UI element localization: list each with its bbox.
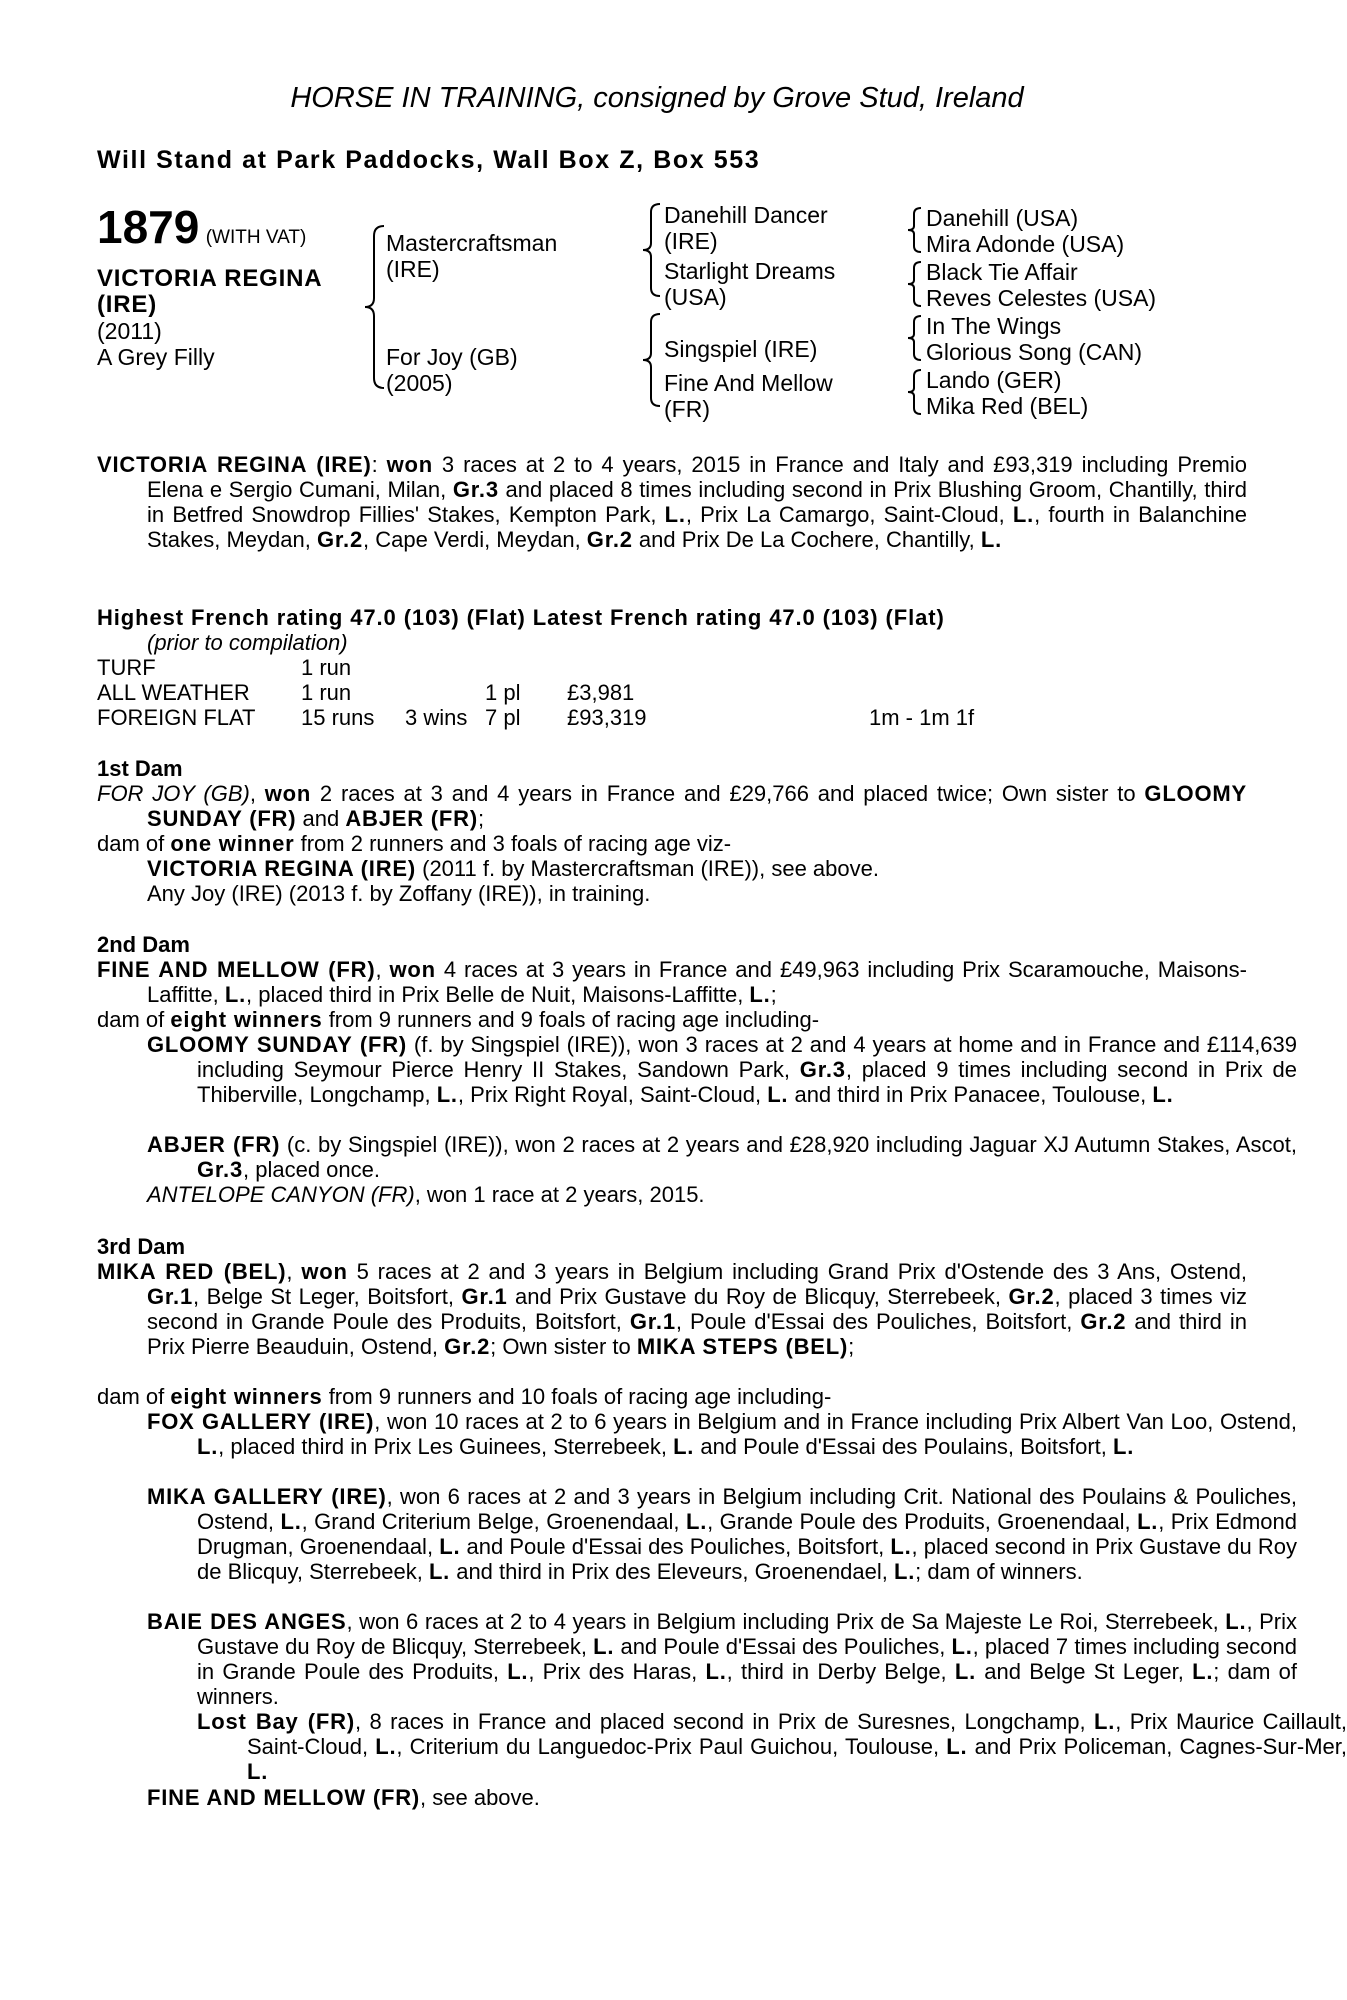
text: , Criterium du Languedoc-Prix Paul Guichou, Toulouse, [396, 1734, 947, 1759]
gen3-ancestor: Mika Red (BEL) [926, 393, 1089, 419]
grade: Gr.2 [444, 1334, 491, 1359]
produce-item [97, 856, 1297, 881]
produce-item [97, 1785, 1297, 1810]
text: , Cape Verdi, Meydan, [363, 527, 587, 552]
foaling-year: (2011) [97, 318, 162, 344]
grade: Gr.3 [799, 1057, 846, 1082]
listed: L. [954, 1659, 977, 1684]
text: ; dam of winners. [915, 1559, 1083, 1584]
brace-gen3-2 [905, 260, 923, 308]
sire-dam: Starlight Dreams [664, 258, 836, 284]
text: , placed second in Prix Gustave du Roy de Blicquy, Sterrebeek, [197, 1534, 1297, 1584]
listed: L. [1152, 1082, 1174, 1107]
grade: Gr.2 [1008, 1284, 1055, 1309]
brace-gen2-sire [640, 202, 662, 298]
listed: L. [749, 982, 771, 1007]
produce-item: Any Joy (IRE) (2013 f. by Zoffany (IRE)), in training. [147, 881, 651, 906]
listed: L. [980, 527, 1003, 552]
text: , Prix Right Royal, Saint-Cloud, [457, 1082, 768, 1107]
cell: £93,319 [567, 705, 647, 730]
produce-item [97, 1609, 1297, 1709]
cell: ALL WEATHER [97, 680, 250, 705]
text: from 2 runners and 3 foals of racing age viz- [294, 831, 732, 856]
text: ; [848, 1334, 855, 1359]
produce-name: BAIE DES ANGES [147, 1609, 347, 1634]
first-dam-record: FOR JOY (GB), won 2 races at 3 and 4 years in France and £29,766 and placed twice; Own sister to GLOOMY SUNDAY (FR) and ABJER (FR); [97, 781, 1247, 831]
page-title: HORSE IN TRAINING, consigned by Grove Stud, Ireland [290, 82, 1024, 114]
listed: L. [951, 1634, 973, 1659]
listed: L. [247, 1759, 269, 1784]
cell: 1 run [301, 680, 352, 705]
text: , Belge St Leger, Boitsfort, [193, 1284, 462, 1309]
text: , won 10 races at 2 to 6 years in Belgium and in France including Prix Albert Van Loo, Ostend, [374, 1409, 1297, 1434]
produce-name: VICTORIA REGINA (IRE) [147, 856, 416, 881]
text: , fourth in Balanchine Stakes, Meydan, [147, 502, 1247, 552]
brace-gen2-dam [640, 312, 662, 408]
text: , Poule d'Essai des Pouliches, Boitsfort, [675, 1309, 1081, 1334]
table-row [97, 680, 988, 705]
text: ; [477, 806, 485, 831]
cell [405, 655, 485, 680]
dam-sire: Singspiel (IRE) [664, 336, 818, 362]
cell [485, 655, 567, 680]
produce-item [97, 1032, 1297, 1107]
second-dam-heading: 2nd Dam [97, 932, 190, 957]
listed: L. [436, 1082, 458, 1107]
listed: L. [1113, 1434, 1135, 1459]
text: , Prix des Haras, [528, 1659, 706, 1684]
gen3-ancestor: Danehill (USA) [926, 205, 1079, 231]
cell: £3,981 [567, 680, 635, 705]
sibling-name: ABJER (FR) [345, 806, 478, 831]
text: ; Own sister to [490, 1334, 637, 1359]
listed: L. [197, 1434, 219, 1459]
listed: L. [439, 1534, 461, 1559]
text: , Prix La Camargo, Saint-Cloud, [685, 502, 1013, 527]
text: and Poule d'Essai des Pouliches, [614, 1634, 952, 1659]
listed: L. [593, 1634, 615, 1659]
grade: Gr.1 [147, 1284, 194, 1309]
cell: 7 pl [485, 705, 521, 730]
listed: L. [428, 1559, 451, 1584]
listed: L. [890, 1534, 912, 1559]
horse-name: VICTORIA REGINA [97, 265, 323, 292]
listed: L. [946, 1734, 968, 1759]
cell: 1 run [301, 655, 352, 680]
sire: Mastercraftsman [386, 230, 558, 256]
produce-name: FOX GALLERY (IRE) [147, 1409, 375, 1434]
grade: Gr.3 [452, 477, 499, 502]
listed: L. [685, 1509, 708, 1534]
first-dam-heading: 1st Dam [97, 756, 183, 781]
text: (f. by Singspiel (IRE)), won 3 races at 2 and 4 years at home and in France and £114,639 including Seymour Pierce Henry II Stakes, Sandown Park, [197, 1032, 1298, 1082]
listed: L. [1012, 502, 1035, 527]
winners-count: eight winners [170, 1384, 323, 1409]
text: and third in Prix Pierre Beauduin, Ostend, [147, 1309, 1247, 1359]
sire-sire-country: (IRE) [664, 228, 718, 254]
produce-item [97, 1484, 1297, 1584]
race-record-summary: VICTORIA REGINA (IRE): won 3 races at 2 to 4 years, 2015 in France and Italy and £93,319 including Premio Elena e Sergio Cumani, Milan, Gr.3 and placed 8 times including second in Prix Blushing Groom, Chantilly, third in Betfred Snowdrop Fillies' Stakes, Kempton Park, L., Prix La Camargo, Saint-Cloud, L., fourth in Balanchine Stakes, Meydan, Gr.2, Cape Verdi, Meydan, Gr.2 and Prix De La Cochere, Chantilly, L. [97, 452, 1248, 552]
cell: 3 wins [405, 705, 468, 730]
cell [567, 655, 869, 680]
text: and Belge St Leger, [976, 1659, 1193, 1684]
text: and Poule d'Essai des Poulains, Boitsfort, [694, 1434, 1113, 1459]
text: dam of [97, 1007, 171, 1032]
text: , third in Derby Belge, [726, 1659, 955, 1684]
sire-country: (IRE) [386, 256, 440, 282]
text: , won 1 race at 2 years, 2015. [414, 1182, 705, 1207]
text: and [296, 806, 346, 831]
cell: TURF [97, 655, 156, 680]
horse-name-suffix: (IRE) [97, 291, 157, 318]
listed: L. [224, 982, 247, 1007]
listed: L. [705, 1659, 727, 1684]
text: and placed 8 times including second in Prix Blushing Groom, Chantilly, third in Betfred Snowdrop Fillies' Stakes, Kempton Park, [147, 477, 1247, 527]
listed: L. [1192, 1659, 1214, 1684]
text: , Grand Criterium Belge, Groenendaal, [301, 1509, 686, 1534]
listed: L. [280, 1509, 302, 1534]
listed: L. [1225, 1609, 1247, 1634]
cell: 15 runs [301, 705, 375, 730]
text: 3 races at 2 to 4 years, 2015 in France and Italy and £93,319 including Premio Elena e Sergio Cumani, Milan, [147, 452, 1248, 502]
text: dam of [97, 831, 171, 856]
text: , Prix Gustave du Roy de Blicquy, Sterrebeek, [197, 1609, 1297, 1659]
second-dam-record: FINE AND MELLOW (FR), won 4 races at 3 years in France and £49,963 including Prix Scaramouche, Maisons-Laffitte, L., placed third in Prix Belle de Nuit, Maisons-Laffitte, L.; [97, 957, 1247, 1007]
text: dam of [97, 1384, 171, 1409]
cell [405, 680, 485, 705]
ratings-table-wrap [97, 655, 1197, 730]
listed: L. [767, 1082, 789, 1107]
text: , placed third in Prix Les Guinees, Sterrebeek, [218, 1434, 674, 1459]
produce-name: Lost Bay (FR) [197, 1709, 355, 1734]
ratings-line: Highest French rating 47.0 (103) (Flat) Latest French rating 47.0 (103) (Flat) [97, 605, 945, 630]
brace-gen3-4 [905, 368, 923, 416]
won-label: won [301, 1259, 348, 1284]
text: and third in Prix des Eleveurs, Groenendael, [450, 1559, 895, 1584]
text: , Prix Edmond Drugman, Groenendaal, [197, 1509, 1298, 1559]
gen3-ancestor: Lando (GER) [926, 367, 1062, 393]
sibling-name: GLOOMY SUNDAY (FR) [147, 781, 1247, 831]
vat-note: (WITH VAT) [205, 227, 307, 248]
text: (c. by Singspiel (IRE)), won 2 races at 2 years and £28,920 including Jaguar XJ Autumn Stakes, Ascot, [280, 1132, 1297, 1157]
sire-sire: Danehill Dancer [664, 202, 828, 228]
text: , placed 3 times viz second in Grande Poule des Produits, Boitsfort, [147, 1284, 1248, 1334]
text: , Prix Maurice Caillault, Saint-Cloud, [247, 1709, 1347, 1759]
gen3-ancestor: In The Wings [926, 313, 1062, 339]
listed: L. [673, 1434, 695, 1459]
pedigree-table [97, 200, 1217, 440]
table-row [97, 705, 988, 730]
third-dam-produce [97, 1384, 1197, 1409]
text: and third in Prix Panacee, Toulouse, [788, 1082, 1153, 1107]
lot-number-line [97, 201, 307, 253]
gen3-ancestor: Mira Adonde (USA) [926, 231, 1125, 257]
sibling-name: MIKA STEPS (BEL) [636, 1334, 849, 1359]
grade: Gr.2 [586, 527, 633, 552]
third-dam-heading: 3rd Dam [97, 1234, 186, 1259]
listed: L. [375, 1734, 397, 1759]
brace-gen1 [362, 224, 386, 390]
won-label: won [386, 452, 434, 477]
grade: Gr.1 [461, 1284, 508, 1309]
horse-name-bold: VICTORIA REGINA (IRE) [97, 452, 372, 477]
brace-gen3-1 [905, 206, 923, 254]
dam-dam-country: (FR) [664, 396, 710, 422]
first-dam-produce [97, 831, 1197, 856]
won-label: won [264, 781, 312, 806]
cell [869, 655, 988, 680]
cell: 1 pl [485, 680, 521, 705]
cell: 1m - 1m 1f [869, 705, 975, 730]
gen3-ancestor: Black Tie Affair [926, 259, 1078, 285]
horse-description: A Grey Filly [97, 344, 215, 370]
listed: L. [1137, 1509, 1159, 1534]
table-row [97, 655, 988, 680]
text: ; [770, 982, 777, 1007]
text: , placed once. [243, 1157, 380, 1182]
cell: FOREIGN FLAT [97, 705, 256, 730]
dam: For Joy (GB) [386, 344, 518, 370]
text: 4 races at 3 years in France and £49,963 including Prix Scaramouche, Maisons-Laffitte, [147, 957, 1247, 1007]
produce-item [97, 1709, 1347, 1784]
grade: Gr.2 [316, 527, 363, 552]
winners-count: eight winners [170, 1007, 323, 1032]
won-label: won [389, 957, 436, 982]
listed: L. [664, 502, 686, 527]
third-dam-record: MIKA RED (BEL), won 5 races at 2 and 3 years in Belgium including Grand Prix d'Ostende des 3 Ans, Ostend, Gr.1, Belge St Leger, Boitsfort, Gr.1 and Prix Gustave du Roy de Blicquy, Sterrebeek, Gr.2, placed 3 times viz second in Grande Poule des Produits, Boitsfort, Gr.1, Poule d'Essai des Pouliches, Boitsfort, Gr.2 and third in Prix Pierre Beauduin, Ostend, Gr.2; Own sister to MIKA STEPS (BEL); [97, 1259, 1248, 1359]
second-dam-produce [97, 1007, 1197, 1032]
grade: Gr.3 [197, 1157, 244, 1182]
produce-item [97, 1132, 1297, 1182]
text: and Prix De La Cochere, Chantilly, [632, 527, 981, 552]
text: and Poule d'Essai des Pouliches, Boitsfort, [460, 1534, 891, 1559]
text: , 8 races in France and placed second in Prix de Suresnes, Longchamp, [354, 1709, 1095, 1734]
text: ; dam of winners. [197, 1659, 1297, 1709]
gen3-ancestor: Reves Celestes (USA) [926, 285, 1157, 311]
grade: Gr.2 [1080, 1309, 1127, 1334]
text: , placed 7 times including second in Grande Poule des Produits, [197, 1634, 1297, 1684]
text: , see above. [420, 1785, 540, 1810]
sire-dam-country: (USA) [664, 284, 727, 310]
stand-location: Will Stand at Park Paddocks, Wall Box Z, Box 553 [97, 146, 761, 174]
ratings-table [97, 655, 988, 730]
text: , won 6 races at 2 and 3 years in Belgium including Crit. National des Poulains & Pouliches, Ostend, [197, 1484, 1298, 1534]
produce-name: GLOOMY SUNDAY (FR) [147, 1032, 408, 1057]
text: and Prix Policeman, Cagnes-Sur-Mer, [967, 1734, 1347, 1759]
text: 5 races at 2 and 3 years in Belgium including Grand Prix d'Ostende des 3 Ans, Ostend, [347, 1259, 1247, 1284]
produce-name: ABJER (FR) [147, 1132, 281, 1157]
text: from 9 runners and 10 foals of racing age including- [322, 1384, 832, 1409]
listed: L. [1094, 1709, 1116, 1734]
produce-name: MIKA GALLERY (IRE) [147, 1484, 387, 1509]
dam-name: FINE AND MELLOW (FR) [97, 957, 376, 982]
cell [869, 680, 988, 705]
produce-item [97, 1409, 1297, 1459]
produce-item [97, 1182, 1297, 1207]
text: and Prix Gustave du Roy de Blicquy, Sterrebeek, [507, 1284, 1009, 1309]
text: 2 races at 3 and 4 years in France and £29,766 and placed twice; Own sister to [311, 781, 1145, 806]
listed: L. [894, 1559, 916, 1584]
listed: L. [507, 1659, 529, 1684]
dam-name: MIKA RED (BEL) [97, 1259, 287, 1284]
dam-dam: Fine And Mellow [664, 370, 833, 396]
gen3-ancestor: Glorious Song (CAN) [926, 339, 1143, 365]
text: , placed 9 times including second in Prix de Thiberville, Longchamp, [197, 1057, 1298, 1107]
text: , won 6 races at 2 to 4 years in Belgium including Prix de Sa Majeste Le Roi, Sterrebeek, [346, 1609, 1226, 1634]
text: , Grande Poule des Produits, Groenendaal, [707, 1509, 1138, 1534]
dam-name: FOR JOY (GB) [97, 781, 250, 806]
ratings-note: (prior to compilation) [147, 630, 348, 655]
lot-number: 1879 [97, 201, 200, 253]
grade: Gr.1 [629, 1309, 676, 1334]
produce-name: ANTELOPE CANYON (FR) [147, 1182, 415, 1207]
text: (2011 f. by Mastercraftsman (IRE)), see above. [416, 856, 879, 881]
text: from 9 runners and 9 foals of racing age including- [322, 1007, 820, 1032]
text: , placed third in Prix Belle de Nuit, Maisons-Laffitte, [246, 982, 750, 1007]
winners-count: one winner [170, 831, 295, 856]
brace-gen3-3 [905, 314, 923, 362]
produce-name: FINE AND MELLOW (FR) [147, 1785, 421, 1810]
dam-year: (2005) [386, 370, 453, 396]
